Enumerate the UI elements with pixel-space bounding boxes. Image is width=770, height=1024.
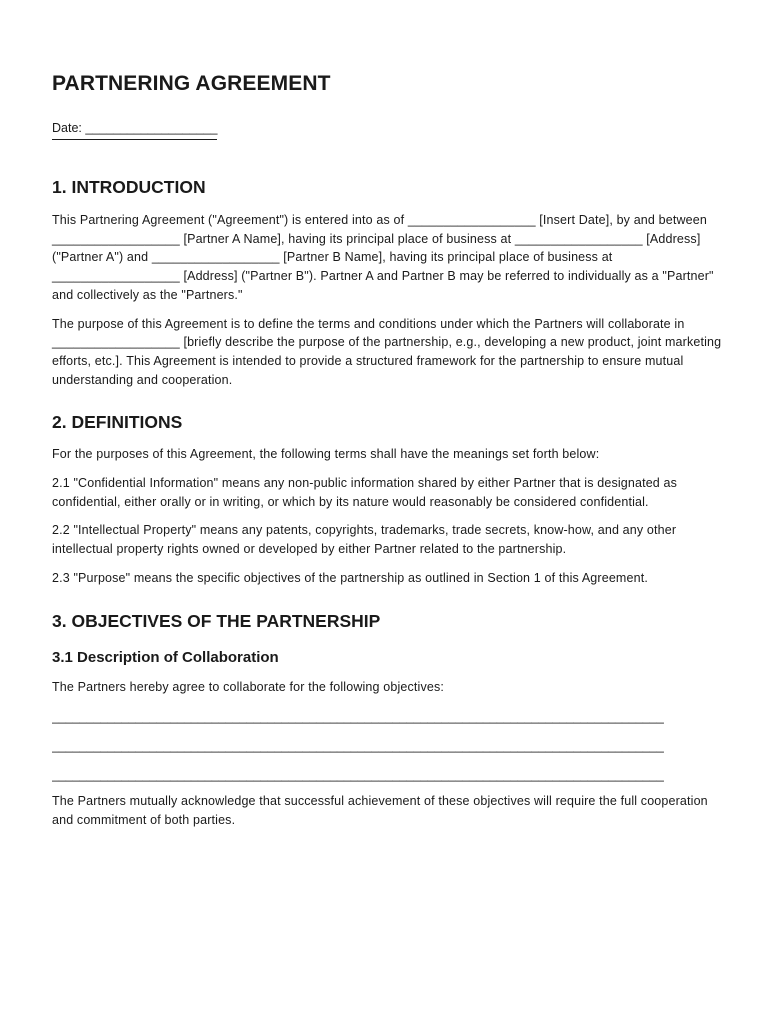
definition-intellectual-property: 2.2 "Intellectual Property" means any patents, copyrights, trademarks, trade secrets, know-how, and any other intellectual property rights owned or developed by either Partner related to the partnership.	[52, 523, 677, 557]
section-heading-objectives: 3. OBJECTIVES OF THE PARTNERSHIP	[52, 610, 381, 631]
intro-paragraph-1: This Partnering Agreement ("Agreement") is entered into as of __________________ [Insert Date], by and between __________________ [Partner A Name], having its principal place of business at __________________ [Address] ("Partner A") and __________________ [Partner B Name], having its principal place of business at __________________ [Address] ("Partner B"). Partner A and Partner B may be referred to individually as a "Partner" and collectively as the "Partners."	[52, 213, 714, 302]
objectives-lead: The Partners hereby agree to collaborate for the following objectives:	[52, 679, 444, 694]
objectives-closing: The Partners mutually acknowledge that successful achievement of these objectives will require the full cooperation and commitment of both parties.	[52, 794, 708, 827]
section-heading-definitions: 2. DEFINITIONS	[52, 412, 183, 433]
subsection-heading-collaboration: 3.1 Description of Collaboration	[52, 648, 279, 666]
section-heading-introduction: 1. INTRODUCTION	[52, 177, 206, 197]
objective-blank-line-1: ________________________________________________________________________________________	[52, 710, 664, 725]
document-title: PARTNERING AGREEMENT	[52, 72, 331, 95]
definition-purpose: 2.3 "Purpose" means the specific objectives of the partnership as outlined in Section 1 of this Agreement.	[52, 570, 648, 585]
intro-paragraph-2: The purpose of this Agreement is to define the terms and conditions under which the Partners will collaborate in __________________ [briefly describe the purpose of the partnership, e.g., developing a new product, joint marketing efforts, etc.]. This Agreement is intended to provide a structured framework for the partnership to ensure mutual understanding and cooperation.	[52, 316, 722, 387]
document-page	[52, 70, 722, 830]
date-field: Date: ___________________	[52, 120, 217, 140]
objective-blank-line-2: ________________________________________________________________________________________	[52, 739, 664, 754]
definitions-lead: For the purposes of this Agreement, the following terms shall have the meanings set forth below:	[52, 447, 600, 462]
objective-blank-line-3: ________________________________________________________________________________________	[52, 768, 664, 783]
definition-confidential-information: 2.1 "Confidential Information" means any non-public information shared by either Partner that is designated as confidential, either orally or in writing, or which by its nature would reasonably be considered confidential.	[52, 476, 678, 509]
